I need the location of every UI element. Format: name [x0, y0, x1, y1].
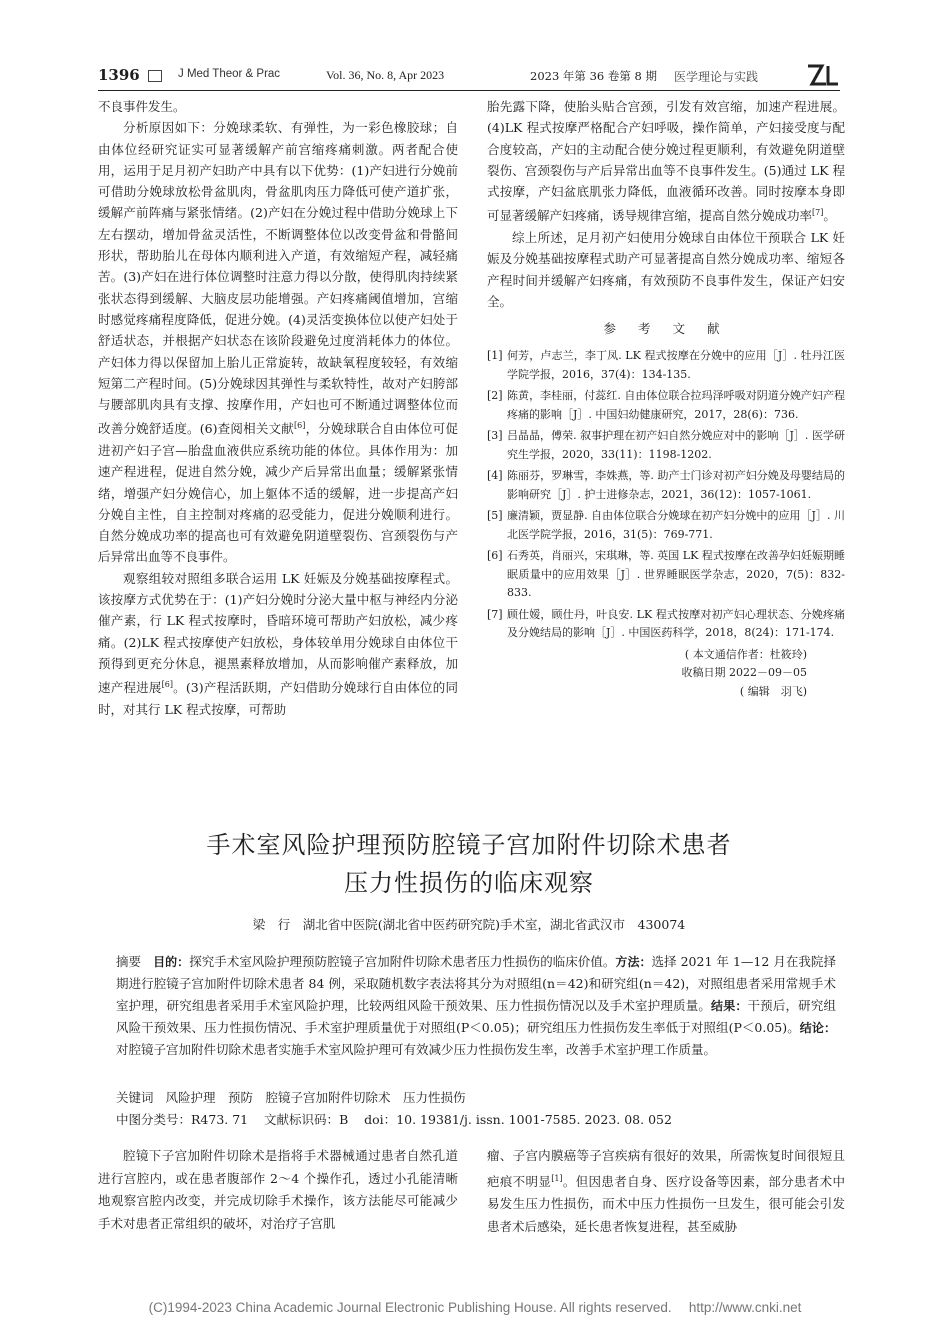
- objective-text: 探究手术室风险护理预防腔镜子宫加附件切除术患者压力性损伤的临床价值。: [189, 954, 616, 969]
- paragraph: 腔镜下子宫加附件切除术是指将手术器械通过患者自然孔道进行宫腔内，或在患者腹部作 2～4 个操作孔，透过小孔能清晰地观察宫腔内改变，并完成切除手术操作，该方法能尽可能减少手术对患者正常组织的破坏，对治疗子宫肌: [98, 1148, 458, 1231]
- journal-name-cn: 医学理论与实践: [674, 70, 759, 84]
- results-text: 干预后，研究组风险干预效果、压力性损伤情况、手术室护理质量优于对照组(P＜0.05)；研究组压力性损伤发生率低于对照组(P＜0.05)。: [116, 998, 836, 1035]
- keywords-label: 关键词: [116, 1090, 154, 1105]
- conclusion-label: 结论：: [799, 1021, 836, 1035]
- objective-label: 目的：: [153, 955, 190, 969]
- citation: [7]: [812, 208, 824, 218]
- article-body-right-column: [487, 1145, 845, 1238]
- paragraph: 综上所述，足月初产妇使用分娩球自由体位干预联合 LK 妊娠及分娩基础按摩程式助产可显著提高自然分娩成功率、缩短各产程时间并缓解产妇疼痛，有效预防不良事件发生，保证产妇安全。: [487, 229, 845, 309]
- running-header: [98, 64, 838, 88]
- paragraph: 观察组较对照组多联合运用 LK 妊娠及分娩基础按摩程式。该按摩方式优势在于：(1)产妇分娩时分泌大量中枢与神经内分泌催产素，行 LK 程式按摩时，昏暗环境可帮助产妇放松，减少疼痛。(2)LK 程式按摩使产妇放松，身体较单用分娩球自由体位干预得到更充分休息，褪黑素释放增加，从而影响催产素释放，加速产程进展[6]。(3)产程活跃期，产妇借助分娩球行自由体位的同时，对其行 LK 程式按摩，可帮助: [98, 570, 458, 717]
- conclusion-text: 对腔镜子宫加附件切除术患者实施手术室风险护理可有效减少压力性损伤发生率，改善手术室护理工作质量。: [116, 1042, 717, 1057]
- prev-article-left-column: [98, 96, 458, 720]
- page-number: 1396: [98, 66, 140, 84]
- reference-item: [4] 陈丽芬，罗琳雪，李姝燕，等. 助产士门诊对初产妇分娩及母婴结局的影响研究［J］. 护士进修杂志，2021，36(12)：1057-1061.: [487, 469, 845, 501]
- reference-item: [2] 陈黄，李桂丽，付蕊红. 自由体位联合拉玛泽呼吸对阴道分娩产妇产程疼痛的影响［J］. 中国妇幼健康研究，2017，28(6)：736.: [487, 389, 845, 421]
- paragraph: 瘤、子宫内膜癌等子宫疾病有很好的效果，所需恢复时间很短且疤痕不明显[1]。但因患者自身、医疗设备等因素，部分患者术中易发生压力性损伤，而术中压力性损伤一旦发生，很可能会引发患者术后感染，延长患者恢复进程，甚至威胁: [487, 1148, 845, 1234]
- volume-info-en: Vol. 36, No. 8, Apr 2023: [326, 68, 445, 82]
- keywords-line: [116, 1088, 836, 1106]
- journal-name-en: J Med Theor & Prac: [178, 68, 281, 80]
- citation: [6]: [294, 421, 306, 431]
- paragraph: 胎先露下降，使胎头贴合宫颈，引发有效宫缩，加速产程进展。(4)LK 程式按摩严格配合产妇呼吸，操作简单，产妇接受度与配合度较高，产妇的主动配合使分娩过程更顺利，有效避免阴道壁裂伤、宫颈裂伤与产后异常出血等不良事件发生。(5)通过 LK 程式按摩，产妇盆底肌张力降低，血液循环改善。同时按摩本身即可显著缓解产妇疼痛，诱导规律宫缩，提高自然分娩成功率[7]。: [487, 99, 845, 224]
- article-title-line-1: 手术室风险护理预防腔镜子宫加附件切除术患者: [206, 831, 732, 859]
- editor-note: ( 编辑 羽飞): [739, 684, 807, 698]
- citation: [6]: [161, 680, 173, 690]
- reference-list: [487, 347, 845, 643]
- header-box-mark: [148, 70, 162, 82]
- methods-label: 方法：: [615, 955, 652, 969]
- author-affiliation: 梁 行 湖北省中医院(湖北省中医药研究院)手术室，湖北省武汉市 430074: [252, 917, 686, 932]
- reference-item: [6] 石秀英，肖丽兴，宋琪琳，等. 英国 LK 程式按摩在改善孕妇妊娠期睡眠质量中的应用效果［J］. 世界睡眠医学杂志，2020，7(5)：832-833.: [487, 549, 845, 600]
- reference-item: [7] 顾仕嫒，顾仕丹，叶良安. LK 程式按摩对初产妇心理状态、分娩疼痛及分娩结局的影响［J］. 中国医药科学，2018，8(24)：171-174.: [487, 607, 845, 640]
- clc-number: R473. 71: [191, 1112, 249, 1127]
- prev-article-right-column: [487, 96, 845, 701]
- volume-info-cn: 2023 年第 36 卷第 8 期: [530, 69, 657, 83]
- abstract-label: 摘要: [116, 954, 142, 969]
- reference-item: [3] 吕晶晶，傅荣. 叙事护理在初产妇自然分娩应对中的影响［J］. 医学研究生学报，2020，33(11)：1198-1202.: [487, 429, 845, 461]
- doi-text: 10. 19381/j. issn. 1001-7585. 2023. 08. 052: [396, 1112, 672, 1127]
- received-date: 收稿日期 2022－09－05: [681, 666, 807, 680]
- keywords-text: 风险护理 预防 腔镜子宫加附件切除术 压力性损伤: [165, 1090, 466, 1105]
- paragraph: 不良事件发生。: [98, 99, 186, 114]
- article-title-line-2: 压力性损伤的临床观察: [344, 869, 594, 897]
- copyright-footer: (C)1994-2023 China Academic Journal Electronic Publishing House. All rights reserved. http://www.cnki.net: [148, 1300, 802, 1315]
- article-body-left-column: [98, 1145, 458, 1235]
- results-label: 结果：: [711, 999, 748, 1013]
- references-heading: 参 考 文 献: [603, 321, 729, 337]
- corresponding-author: ( 本文通信作者：杜筱玲): [684, 647, 807, 661]
- journal-logo-icon: [806, 64, 840, 86]
- header-rule: [98, 90, 840, 91]
- document-code: B: [339, 1112, 349, 1127]
- citation: [1]: [551, 1173, 563, 1183]
- classification-line: 中图分类号：R473. 71 文献标识码：B doi：10. 19381/j. issn. 1001-7585. 2023. 08. 052: [116, 1112, 672, 1127]
- methods-text: 选择 2021 年 1—12 月在我院择期进行腔镜子宫加附件切除术患者 84 例，采取随机数字表法将其分为对照组(n＝42)和研究组(n＝42)，对照组患者采用常规手术室护理，研究组患者采用手术室风险护理，比较两组风险干预效果、压力性损伤情况以及手术室护理质量。: [116, 954, 836, 1013]
- abstract: [116, 951, 836, 1061]
- reference-item: [5] 廉清颖，贾显静. 自由体位联合分娩球在初产妇分娩中的应用［J］. 川北医学院学报，2016，31(5)：769-771.: [487, 509, 845, 541]
- paragraph: 分析原因如下：分娩球柔软、有弹性，为一彩色橡胶球；自由体位经研究证实可显著缓解产前宫缩疼痛刺激。两者配合使用，运用于足月初产妇助产中具有以下优势：(1)产妇进行分娩前可借助分娩球放松骨盆肌肉，骨盆肌肉压力降低可使产道扩张，缓解产前阵痛与紧张情绪。(2)产妇在分娩过程中借助分娩球上下左右摆动，增加骨盆灵活性，不断调整体位以改变骨盆和骨骼间形状，帮助胎儿在母体内顺利进入产道，有效缩短产程，减轻痛苦。(3)产妇在进行体位调整时注意力得以分散，使得肌肉持续紧张状态得到缓解、大脑皮层功能增强。产妇疼痛阈值增加，宫缩时感觉疼痛程度降低，促进分娩。(4)灵活变换体位以使产妇处于舒适状态，并根据产妇状态在该阶段避免过度消耗体力的体位。产妇体力得以保留加上胎儿正常旋转，故缺氧程度较轻，有效缩短第二产程时间。(5)分娩球因其弹性与柔软特性，故对产妇胯部与腰部肌肉具有支撑、按摩作用，产妇也可不断通过调整体位而改善分娩舒适度。(6)查阅相关文献[6]，分娩球联合自由体位可促进初产妇子宫—胎盘血液供应系统功能的体位。具体作用为：加速产程进程，促进自然分娩，减少产后异常出血量；缓解紧张情绪，增强产妇分娩信心，加上躯体不适的缓解，进一步提高产妇分娩自主性，自主控制对疼痛的忍受能力，促进分娩顺利进行。自然分娩成功率的提高也可有效避免阴道壁裂伤、宫颈裂伤与产后异常出血等不良事件。: [98, 120, 458, 565]
- reference-item: [1] 何芳，卢志兰，李丁凤. LK 程式按摩在分娩中的应用［J］. 牡丹江医学院学报，2016，37(4)：134-135.: [487, 349, 845, 381]
